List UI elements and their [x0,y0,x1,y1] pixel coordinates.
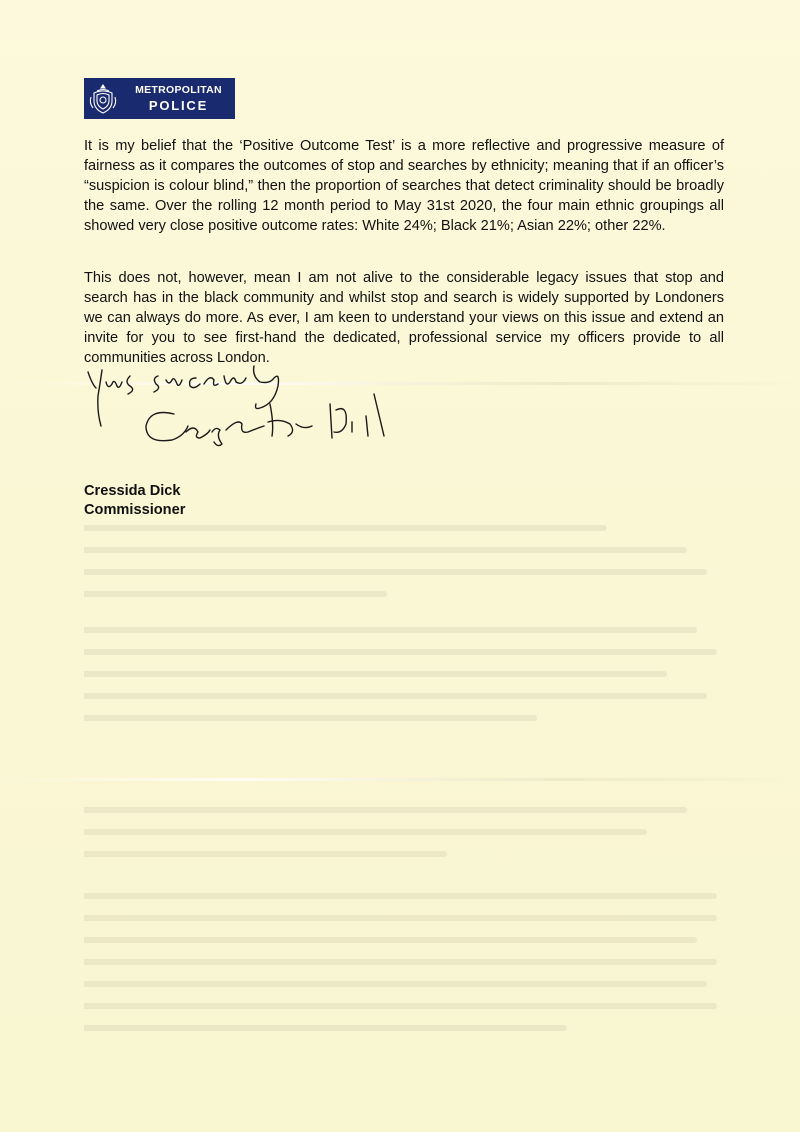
letterhead-line1: METROPOLITAN [135,83,222,96]
signatory-name: Cressida Dick [84,483,181,499]
paper-fold [0,778,800,781]
handwritten-signature [84,364,414,454]
body-paragraph-2: This does not, however, mean I am not alive to the considerable legacy issues that stop and search has in the black community and whilst stop and search is widely supported by Londoners we can always do more. As ever, I am keen to understand your views on this issue and extend an invite for you to see first-hand the dedicated, professional service my officers provide to all communities across London. [84,270,724,366]
crest-icon [84,78,122,119]
show-through-text [84,520,724,1060]
letterhead-line2: POLICE [148,97,209,113]
signatory-title: Commissioner [84,502,186,518]
letterhead-wordmark [122,85,235,113]
signoff-block [84,482,185,520]
met-police-logo [84,78,235,119]
body-paragraph-1: It is my belief that the ‘Positive Outcome Test’ is a more reflective and progressive measure of fairness as it compares the outcomes of stop and searches by ethnicity; meaning that if an officer’s “suspicion is colour blind,” then the proportion of searches that detect criminality should be broadly the same. Over the rolling 12 month period to May 31st 2020, the four main ethnic groupings all showed very close positive outcome rates: White 24%; Black 21%; Asian 22%; other 22%. [84,138,724,234]
